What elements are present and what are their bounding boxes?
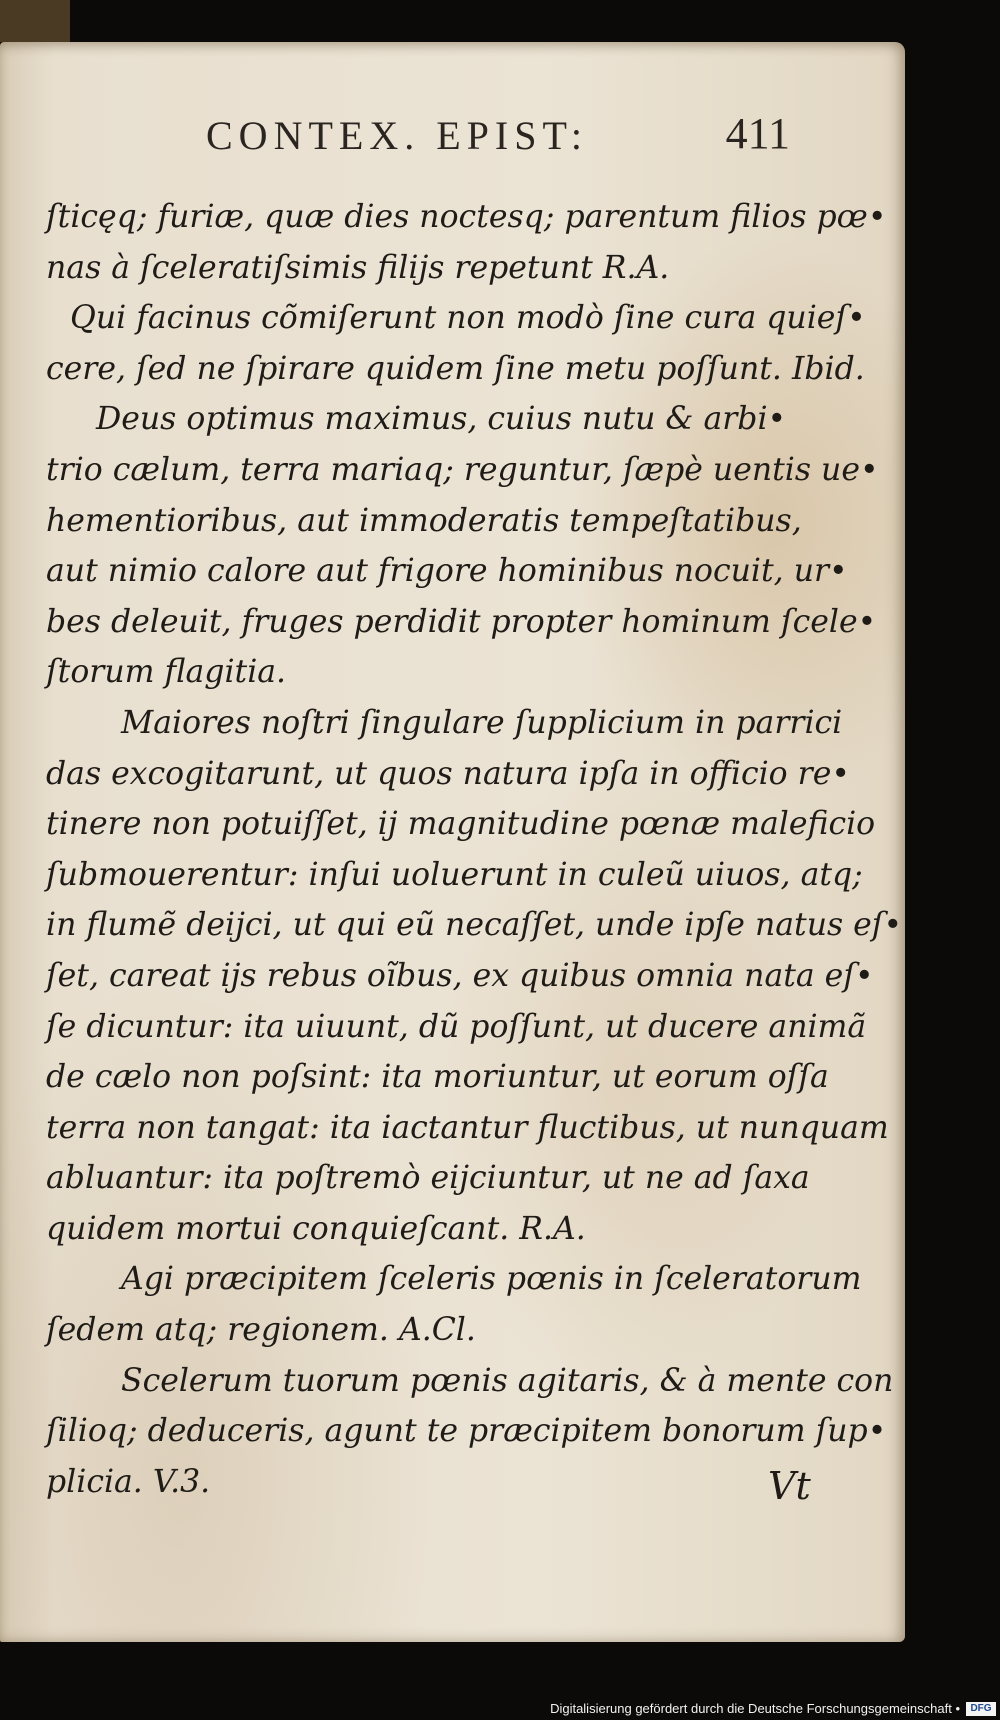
body-text	[46, 192, 903, 1507]
text-line: plicia. V.3.	[46, 1463, 211, 1500]
text-line: bes deleuit, fruges perdidit propter hominum ſcele•	[46, 603, 877, 640]
text-line: abluantur: ita poſtremò eijciuntur, ut ne ad ſaxa	[46, 1160, 810, 1197]
running-title: CONTEX. EPIST:	[206, 113, 589, 158]
text-line: Qui facinus cõmiſerunt non modò ſine cura quieſ•	[70, 300, 866, 337]
text-line: ſubmouerentur: inſui uoluerunt in culeũ uiuos, atq;	[46, 856, 863, 893]
text-line: quidem mortui conquieſcant. R.A.	[46, 1210, 586, 1247]
text-line: ſilioq; deduceris, agunt te præcipitem bonorum ſup•	[46, 1413, 887, 1450]
catchword: Vt	[768, 1464, 811, 1508]
text-line: aut nimio calore aut frigore hominibus nocuit, ur•	[46, 553, 848, 590]
text-line: ſet, careat ijs rebus oĩbus, ex quibus omnia nata eſ•	[46, 957, 874, 994]
footer-bar	[0, 1698, 1000, 1720]
text-line: ſticęq; furiæ, quæ dies noctesq; parentum filios pœ•	[46, 199, 887, 235]
text-line: Scelerum tuorum pœnis agitaris, & à mente con	[121, 1362, 894, 1399]
page-header	[200, 104, 790, 170]
text-line: hementioribus, aut immoderatis tempeſtatibus,	[46, 502, 802, 539]
text-line: Maiores noſtri ſingulare ſupplicium in parrici	[121, 704, 843, 741]
text-line: nas à ſceleratiſsimis filijs repetunt R.A.	[46, 249, 670, 286]
digitization-credit: Digitalisierung gefördert durch die Deutsche Forschungsgemeinschaft •	[550, 1701, 960, 1716]
text-line: das excogitarunt, ut quos natura ipſa in officio re•	[46, 755, 850, 792]
text-line: ſtorum flagitia.	[46, 654, 287, 691]
text-line: de cælo non poſsint: ita moriuntur, ut eorum oſſa	[46, 1059, 829, 1096]
page-number: 411	[725, 109, 790, 158]
text-line: ſedem atq; regionem. A.Cl.	[46, 1312, 476, 1349]
text-line: terra non tangat: ita iactantur fluctibus, ut nunquam	[46, 1109, 889, 1146]
text-line: Agi præcipitem ſceleris pœnis in ſceleratorum	[121, 1261, 862, 1298]
dfg-logo: DFG	[966, 1702, 996, 1716]
book-spine-edge	[0, 0, 70, 42]
text-line: tinere non potuiſſet, ij magnitudine pœnæ maleficio	[46, 806, 876, 843]
text-line: Deus optimus maximus, cuius nutu & arbi•	[96, 401, 787, 438]
text-line: in flumẽ deijci, ut qui eũ necaſſet, unde ipſe natus eſ•	[46, 907, 903, 944]
text-line: trio cælum, terra mariaq; reguntur, ſæpè uentis ue•	[46, 451, 879, 488]
text-line: cere, ſed ne ſpirare quidem ſine metu poſſunt. Ibid.	[46, 350, 865, 387]
text-line: ſe dicuntur: ita uiuunt, dũ poſſunt, ut ducere animã	[46, 1008, 867, 1045]
